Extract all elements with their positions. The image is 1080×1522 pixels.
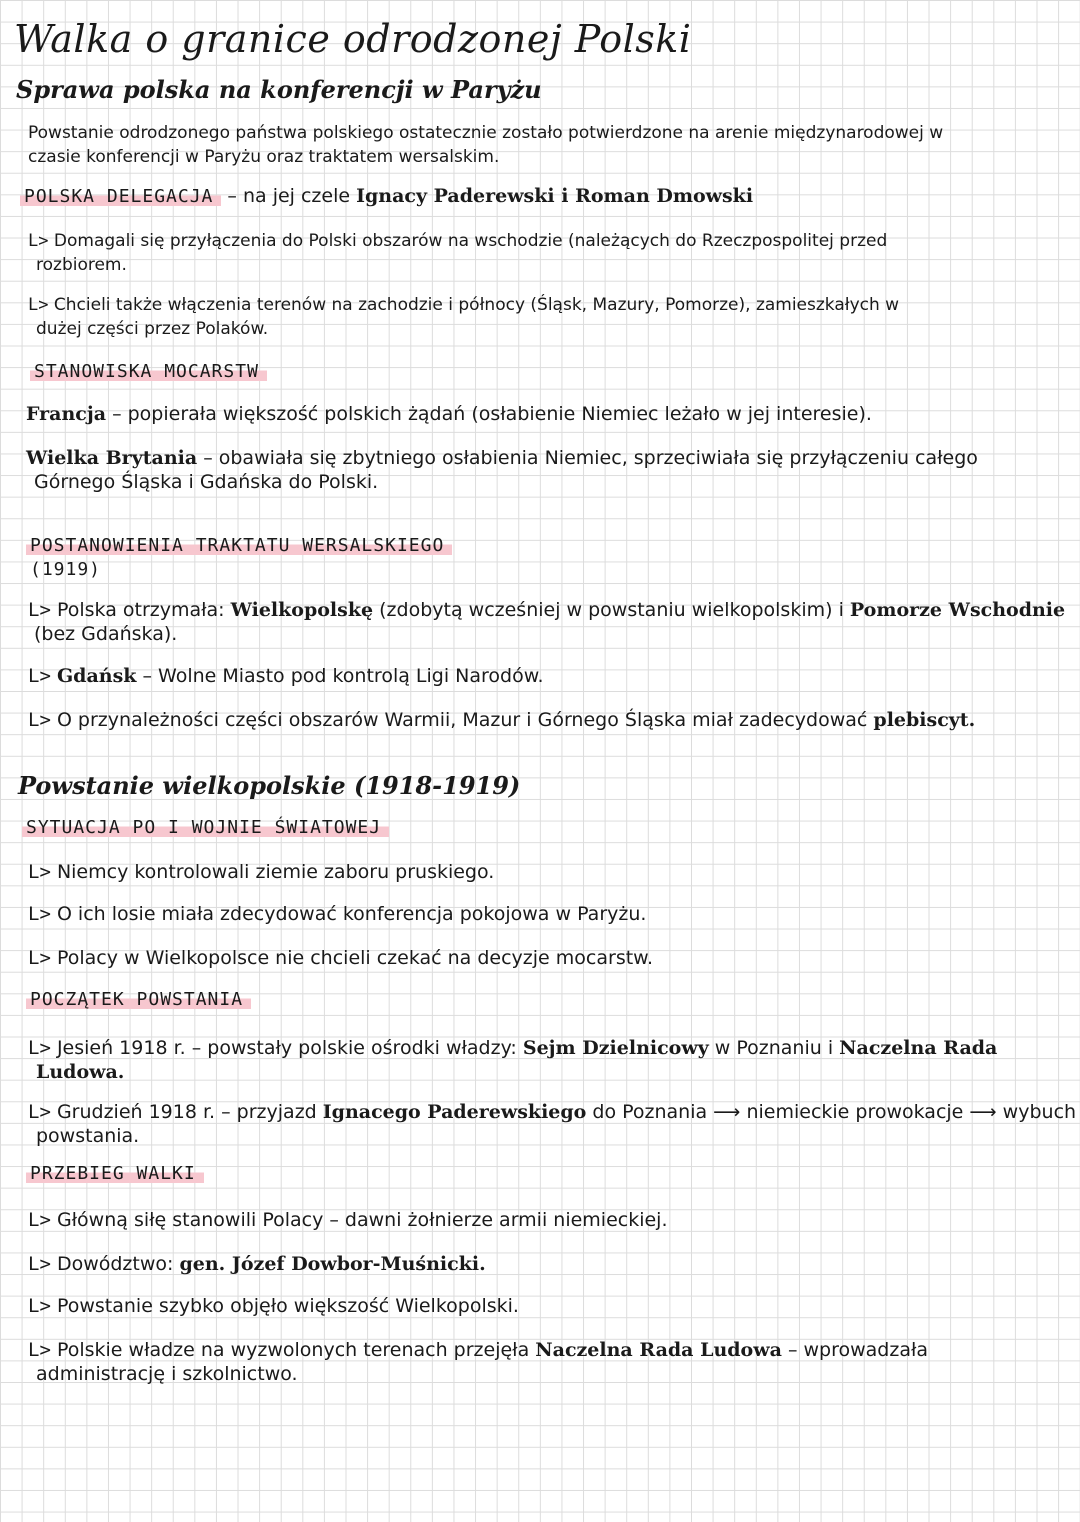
fight-bullet-1: L> Główną siłę stanowili Polacy – dawni żołnierze armii niemieckiej.	[28, 1209, 668, 1231]
treaty-label: POSTANOWIENIA TRAKTATU WERSALSKIEGO	[26, 536, 452, 557]
britain-line-cont: Górnego Śląska i Gdańska do Polski.	[34, 471, 379, 493]
section-heading-paris: Sprawa polska na konferencji w Paryżu	[16, 75, 542, 104]
treaty-bullet-3: L> O przynależności części obszarów Warmii, Mazur i Górnego Śląska miał zadecydować plebiscyt.	[28, 709, 976, 731]
delegation-bullet-2: L> Chcieli także włączenia terenów na zachodzie i północy (Śląsk, Mazury, Pomorze), zamieszkałych w	[28, 295, 900, 315]
start-label: POCZĄTEK POWSTANIA	[26, 990, 251, 1011]
intro-line-2: czasie konferencji w Paryżu oraz traktatem wersalskim.	[28, 147, 500, 167]
fight-bullet-4: L> Polskie władze na wyzwolonych terenach przejęła Naczelna Rada Ludowa – wprowadzała	[28, 1339, 929, 1361]
delegation-line	[20, 186, 753, 208]
start-bullet-1-cont: Ludowa.	[36, 1061, 125, 1083]
treaty-bullet-2: L> Gdańsk – Wolne Miasto pod kontrolą Ligi Narodów.	[28, 665, 544, 687]
start-bullet-1: L> Jesień 1918 r. – powstały polskie ośrodki władzy: Sejm Dzielnicowy w Poznaniu i Naczelna Rada	[28, 1037, 998, 1059]
situation-bullet-3: L> Polacy w Wielkopolsce nie chcieli czekać na decyzje mocarstw.	[28, 947, 653, 969]
fight-label: PRZEBIEG WALKI	[26, 1164, 204, 1185]
fight-bullet-3: L> Powstanie szybko objęło większość Wielkopolski.	[28, 1295, 519, 1317]
treaty-bullet-1: L> Polska otrzymała: Wielkopolskę (zdobytą wcześniej w powstaniu wielkopolskim) i Pomorze Wschodnie	[28, 599, 1066, 621]
delegation-bullet-2-cont: dużej części przez Polaków.	[36, 319, 269, 339]
section-heading-uprising: Powstanie wielkopolskie (1918-1919)	[18, 771, 521, 800]
situation-bullet-2: L> O ich losie miała zdecydować konferencja pokojowa w Paryżu.	[28, 903, 647, 925]
fight-bullet-2: L> Dowództwo: gen. Józef Dowbor-Muśnicki.	[28, 1253, 486, 1275]
delegation-names: Ignacy Paderewski i Roman Dmowski	[356, 185, 754, 207]
delegation-bullet-1-cont: rozbiorem.	[36, 255, 127, 275]
start-bullet-2-cont: powstania.	[36, 1125, 140, 1147]
treaty-bullet-1-cont: (bez Gdańska).	[34, 623, 178, 645]
treaty-year: (1919)	[30, 559, 102, 580]
france-line: Francja – popierała większość polskich żądań (osłabienie Niemiec leżało w jej interesie).	[26, 403, 872, 425]
delegation-bullet-1: L> Domagali się przyłączenia do Polski obszarów na wschodzie (należących do Rzeczpospolitej przed	[28, 231, 888, 251]
powers-label: STANOWISKA MOCARSTW	[30, 362, 267, 383]
start-bullet-2: L> Grudzień 1918 r. – przyjazd Ignacego Paderewskiego do Poznania ⟶ niemieckie prowokacje ⟶ wybuch	[28, 1101, 1077, 1123]
situation-bullet-1: L> Niemcy kontrolowali ziemie zaboru pruskiego.	[28, 861, 495, 883]
fight-bullet-4-cont: administrację i szkolnictwo.	[36, 1363, 298, 1385]
delegation-label: POLSKA DELEGACJA	[20, 186, 221, 207]
britain-line: Wielka Brytania – obawiała się zbytniego osłabienia Niemiec, sprzeciwiała się przyłączeniu całego	[26, 447, 978, 469]
page-title: Walka o granice odrodzonej Polski	[14, 17, 692, 61]
intro-line-1: Powstanie odrodzonego państwa polskiego ostatecznie zostało potwierdzone na arenie międzynarodowej w	[28, 123, 944, 143]
situation-label: SYTUACJA PO I WOJNIE ŚWIATOWEJ	[22, 818, 389, 839]
delegation-text: – na jej czele	[221, 185, 357, 207]
